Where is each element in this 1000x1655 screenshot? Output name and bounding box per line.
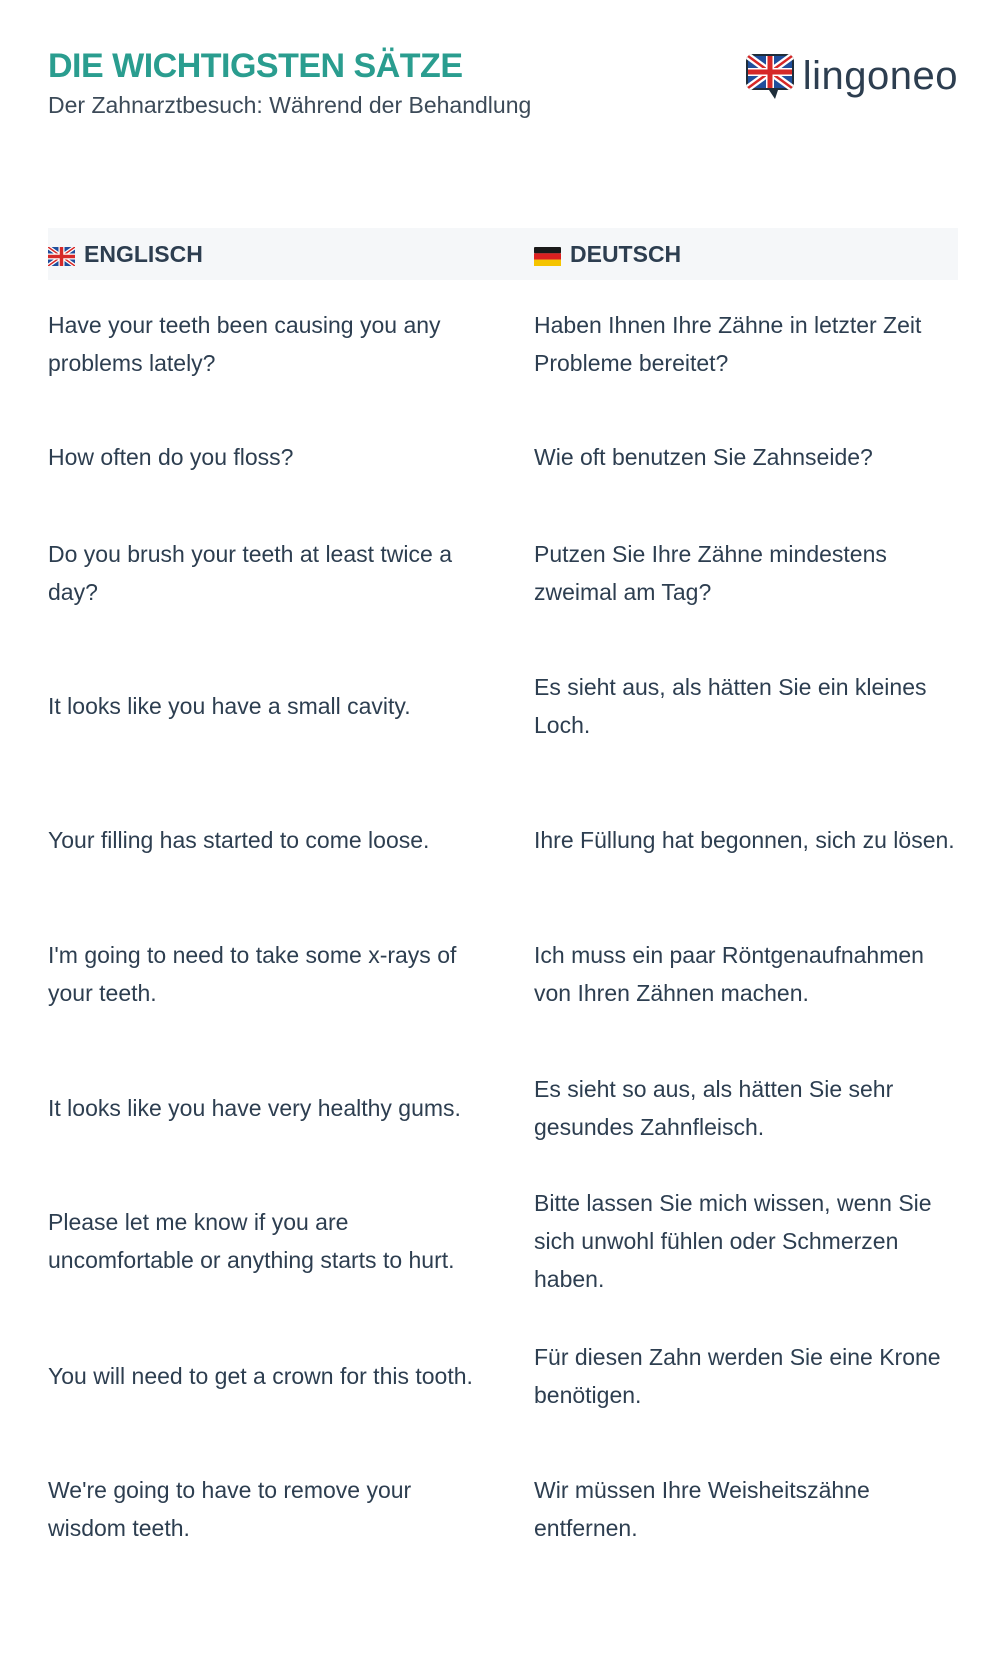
table-header	[48, 228, 958, 280]
uk-flag-speech-bubble-icon	[743, 51, 799, 101]
english-phrase: Do you brush your teeth at least twice a day?	[48, 541, 452, 605]
lingoneo-logo[interactable]	[743, 50, 958, 102]
table-row	[48, 535, 958, 611]
logo-text: lingoneo	[802, 53, 958, 98]
german-phrase: Es sieht aus, als hätten Sie ein kleines Loch.	[534, 674, 927, 738]
table-row	[48, 1338, 958, 1414]
german-phrase: Es sieht so aus, als hätten Sie sehr gesundes Zahnfleisch.	[534, 1076, 894, 1140]
column-header-english-label: ENGLISCH	[84, 240, 203, 267]
page-title: DIE WICHTIGSTEN SÄTZE	[48, 47, 463, 85]
table-row	[48, 917, 958, 1031]
german-phrase: Bitte lassen Sie mich wissen, wenn Sie sich unwohl fühlen oder Schmerzen haben.	[534, 1190, 932, 1292]
german-phrase: Haben Ihnen Ihre Zähne in letzter Zeit Probleme bereitet?	[534, 312, 922, 376]
uk-flag-icon	[48, 245, 75, 264]
table-row	[48, 1471, 958, 1547]
column-header-german-label: DEUTSCH	[570, 240, 682, 267]
english-phrase: It looks like you have very healthy gums.	[48, 1095, 461, 1121]
english-phrase: I'm going to need to take some x-rays of your teeth.	[48, 942, 457, 1006]
german-phrase: Für diesen Zahn werden Sie eine Krone benötigen.	[534, 1344, 941, 1408]
english-phrase: You will need to get a crown for this tooth.	[48, 1363, 473, 1389]
german-phrase: Ihre Füllung hat begonnen, sich zu lösen.	[534, 827, 955, 853]
english-phrase: Your filling has started to come loose.	[48, 827, 430, 853]
english-phrase: It looks like you have a small cavity.	[48, 693, 411, 719]
page-subtitle: Der Zahnarztbesuch: Während der Behandlung	[48, 92, 532, 118]
table-row	[48, 802, 958, 878]
page-header	[48, 44, 958, 134]
english-phrase: How often do you floss?	[48, 444, 294, 470]
germany-flag-icon	[534, 245, 561, 264]
column-header-german	[534, 241, 681, 268]
column-header-english	[48, 241, 203, 268]
german-phrase: Putzen Sie Ihre Zähne mindestens zweimal am Tag?	[534, 541, 887, 605]
german-phrase: Wie oft benutzen Sie Zahnseide?	[534, 444, 873, 470]
table-row	[48, 1184, 958, 1298]
english-phrase: We're going to have to remove your wisdom teeth.	[48, 1477, 412, 1541]
english-phrase: Please let me know if you are uncomfortable or anything starts to hurt.	[48, 1209, 455, 1273]
german-phrase: Ich muss ein paar Röntgenaufnahmen von Ihren Zähnen machen.	[534, 942, 924, 1006]
english-phrase: Have your teeth been causing you any problems lately?	[48, 312, 441, 376]
german-phrase: Wir müssen Ihre Weisheitszähne entfernen.	[534, 1477, 870, 1541]
table-row	[48, 668, 958, 744]
table-row	[48, 306, 958, 382]
table-row	[48, 419, 958, 495]
table-row	[48, 1070, 958, 1146]
